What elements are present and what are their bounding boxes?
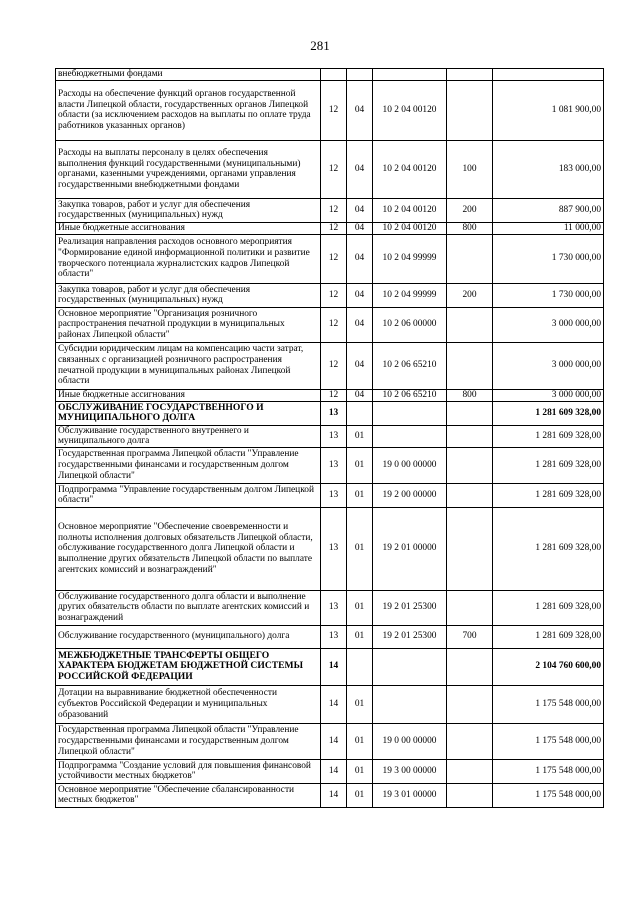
row-expense-type xyxy=(447,234,493,283)
row-subsection: 04 xyxy=(347,198,373,222)
row-expense-type xyxy=(447,401,493,425)
page-number: 281 xyxy=(310,38,330,53)
row-expense-type xyxy=(447,425,493,447)
row-name: Расходы на обеспечение функций органов государственной власти Липецкой области, государственных органов Липецкой области (за исключением расходов на выплаты по оплате труда работников указанных органов) xyxy=(56,80,321,140)
row-name: Закупка товаров, работ и услуг для обеспечения государственных (муниципальных) нужд xyxy=(56,198,321,222)
row-subsection: 01 xyxy=(347,483,373,507)
row-sum: 1 175 548 000,00 xyxy=(493,723,604,759)
row-article: 10 2 04 00120 xyxy=(373,222,447,234)
row-article xyxy=(373,401,447,425)
row-expense-type xyxy=(447,69,493,81)
row-subsection: 01 xyxy=(347,759,373,783)
row-name: Государственная программа Липецкой области "Управление государственными финансами и государственным долгом Липецкой области" xyxy=(56,723,321,759)
row-subsection xyxy=(347,401,373,425)
table-row xyxy=(56,625,604,648)
row-name: Государственная программа Липецкой области "Управление государственными финансами и государственным долгом Липецкой области" xyxy=(56,447,321,483)
row-expense-type xyxy=(447,723,493,759)
table-row xyxy=(56,198,604,222)
row-article xyxy=(373,69,447,81)
row-sum: 3 000 000,00 xyxy=(493,307,604,342)
row-name: Подпрограмма "Управление государственным долгом Липецкой области" xyxy=(56,483,321,507)
row-expense-type: 200 xyxy=(447,283,493,307)
row-section: 12 xyxy=(321,389,347,401)
row-expense-type: 800 xyxy=(447,222,493,234)
row-article: 10 2 04 00120 xyxy=(373,80,447,140)
row-sum: 1 281 609 328,00 xyxy=(493,590,604,625)
row-article: 10 2 04 00120 xyxy=(373,140,447,198)
table-row xyxy=(56,389,604,401)
row-subsection: 04 xyxy=(347,389,373,401)
table-row xyxy=(56,234,604,283)
row-name: Обслуживание государственного внутреннего и муниципального долга xyxy=(56,425,321,447)
row-sum: 1 175 548 000,00 xyxy=(493,759,604,783)
row-expense-type xyxy=(447,685,493,723)
row-name: Обслуживание государственного (муниципального) долга xyxy=(56,625,321,648)
row-section: 13 xyxy=(321,483,347,507)
row-subsection: 01 xyxy=(347,447,373,483)
row-article: 10 2 06 65210 xyxy=(373,342,447,389)
table-row xyxy=(56,723,604,759)
row-subsection: 01 xyxy=(347,507,373,590)
row-expense-type: 200 xyxy=(447,198,493,222)
row-article: 10 2 06 00000 xyxy=(373,307,447,342)
row-subsection: 01 xyxy=(347,685,373,723)
row-name: Иные бюджетные ассигнования xyxy=(56,389,321,401)
row-sum: 1 281 609 328,00 xyxy=(493,401,604,425)
row-sum: 1 730 000,00 xyxy=(493,234,604,283)
row-section: 12 xyxy=(321,222,347,234)
row-expense-type: 700 xyxy=(447,625,493,648)
row-subsection: 04 xyxy=(347,342,373,389)
row-name: Закупка товаров, работ и услуг для обеспечения государственных (муниципальных) нужд xyxy=(56,283,321,307)
row-subsection xyxy=(347,69,373,81)
table-row xyxy=(56,685,604,723)
row-name: Реализация направления расходов основного мероприятия "Формирование единой информационной политики и развитие творческого потенциала журналистских кадров Липецкой области" xyxy=(56,234,321,283)
row-sum: 1 081 900,00 xyxy=(493,80,604,140)
row-sum: 1 175 548 000,00 xyxy=(493,783,604,807)
row-expense-type xyxy=(447,307,493,342)
row-article: 19 2 01 00000 xyxy=(373,507,447,590)
row-subsection xyxy=(347,648,373,685)
row-section: 14 xyxy=(321,723,347,759)
table-row xyxy=(56,222,604,234)
row-section: 13 xyxy=(321,590,347,625)
table-row xyxy=(56,648,604,685)
row-sum: 183 000,00 xyxy=(493,140,604,198)
row-subsection: 04 xyxy=(347,222,373,234)
row-section: 12 xyxy=(321,198,347,222)
row-section: 13 xyxy=(321,425,347,447)
row-section: 14 xyxy=(321,783,347,807)
row-expense-type xyxy=(447,507,493,590)
table-row xyxy=(56,342,604,389)
table-row xyxy=(56,307,604,342)
row-sum: 1 281 609 328,00 xyxy=(493,507,604,590)
row-section: 13 xyxy=(321,625,347,648)
row-sum: 11 000,00 xyxy=(493,222,604,234)
row-sum xyxy=(493,69,604,81)
row-sum: 3 000 000,00 xyxy=(493,389,604,401)
row-article: 19 3 01 00000 xyxy=(373,783,447,807)
row-name: Дотации на выравнивание бюджетной обеспеченности субъектов Российской Федерации и муниципальных образований xyxy=(56,685,321,723)
row-expense-type xyxy=(447,342,493,389)
row-name: Обслуживание государственного долга области и выполнение других обязательств области по выплате агентских комиссий и вознаграждений xyxy=(56,590,321,625)
row-article: 10 2 04 99999 xyxy=(373,234,447,283)
table-row xyxy=(56,425,604,447)
row-name: Основное мероприятие "Обеспечение сбалансированности местных бюджетов" xyxy=(56,783,321,807)
row-article xyxy=(373,648,447,685)
row-sum: 1 281 609 328,00 xyxy=(493,447,604,483)
table-row xyxy=(56,283,604,307)
table-row xyxy=(56,783,604,807)
row-subsection: 01 xyxy=(347,590,373,625)
row-section: 12 xyxy=(321,342,347,389)
row-expense-type xyxy=(447,648,493,685)
row-article: 19 2 01 25300 xyxy=(373,625,447,648)
budget-table xyxy=(55,68,604,808)
row-name: Расходы на выплаты персоналу в целях обеспечения выполнения функций государственными (муниципальными) органами, казенными учреждениями, органами управления государственными внебюджетными фондами xyxy=(56,140,321,198)
table-row xyxy=(56,507,604,590)
row-section: 14 xyxy=(321,648,347,685)
row-section: 12 xyxy=(321,234,347,283)
row-article: 19 2 00 00000 xyxy=(373,483,447,507)
row-sum: 2 104 760 600,00 xyxy=(493,648,604,685)
row-section: 12 xyxy=(321,283,347,307)
row-expense-type: 800 xyxy=(447,389,493,401)
row-section: 12 xyxy=(321,307,347,342)
row-expense-type xyxy=(447,783,493,807)
row-sum: 1 281 609 328,00 xyxy=(493,425,604,447)
row-subsection: 04 xyxy=(347,140,373,198)
row-expense-type xyxy=(447,447,493,483)
row-section: 14 xyxy=(321,685,347,723)
row-subsection: 01 xyxy=(347,625,373,648)
row-name: Подпрограмма "Создание условий для повышения финансовой устойчивости местных бюджетов" xyxy=(56,759,321,783)
row-section: 12 xyxy=(321,140,347,198)
row-sum: 1 281 609 328,00 xyxy=(493,625,604,648)
row-article: 19 0 00 00000 xyxy=(373,723,447,759)
row-sum: 3 000 000,00 xyxy=(493,342,604,389)
row-expense-type: 100 xyxy=(447,140,493,198)
row-sum: 887 900,00 xyxy=(493,198,604,222)
row-section: 13 xyxy=(321,447,347,483)
row-article: 19 2 01 25300 xyxy=(373,590,447,625)
row-article: 10 2 06 65210 xyxy=(373,389,447,401)
table-row xyxy=(56,447,604,483)
row-section: 13 xyxy=(321,401,347,425)
row-name: Субсидии юридическим лицам на компенсацию части затрат, связанных с организацией розничного распространения печатной продукции в муниципальных районах Липецкой области xyxy=(56,342,321,389)
table-row xyxy=(56,80,604,140)
row-expense-type xyxy=(447,590,493,625)
row-name: МЕЖБЮДЖЕТНЫЕ ТРАНСФЕРТЫ ОБЩЕГО ХАРАКТЕРА БЮДЖЕТАМ БЮДЖЕТНОЙ СИСТЕМЫ РОССИЙСКОЙ ФЕДЕРАЦИИ xyxy=(56,648,321,685)
row-subsection: 04 xyxy=(347,80,373,140)
row-expense-type xyxy=(447,483,493,507)
row-name: внебюджетными фондами xyxy=(56,69,321,81)
table-row xyxy=(56,140,604,198)
row-subsection: 04 xyxy=(347,307,373,342)
budget-table-body xyxy=(56,69,604,808)
row-article xyxy=(373,425,447,447)
row-name: ОБСЛУЖИВАНИЕ ГОСУДАРСТВЕННОГО И МУНИЦИПАЛЬНОГО ДОЛГА xyxy=(56,401,321,425)
row-subsection: 01 xyxy=(347,783,373,807)
table-row xyxy=(56,69,604,81)
row-subsection: 01 xyxy=(347,425,373,447)
row-expense-type xyxy=(447,80,493,140)
row-section xyxy=(321,69,347,81)
row-section: 12 xyxy=(321,80,347,140)
row-subsection: 01 xyxy=(347,723,373,759)
row-subsection: 04 xyxy=(347,283,373,307)
row-article: 10 2 04 99999 xyxy=(373,283,447,307)
row-sum: 1 281 609 328,00 xyxy=(493,483,604,507)
row-article xyxy=(373,685,447,723)
table-row xyxy=(56,483,604,507)
row-section: 14 xyxy=(321,759,347,783)
row-expense-type xyxy=(447,759,493,783)
row-sum: 1 730 000,00 xyxy=(493,283,604,307)
row-subsection: 04 xyxy=(347,234,373,283)
row-name: Основное мероприятие "Организация розничного распространения печатной продукции в муниципальных районах Липецкой области" xyxy=(56,307,321,342)
table-row xyxy=(56,401,604,425)
row-name: Основное мероприятие "Обеспечение своевременности и полноты исполнения долговых обязательств Липецкой области, обслуживание государственного долга Липецкой области и выполнение других обязательств Липецкой области по выплате агентских комиссий и вознаграждений" xyxy=(56,507,321,590)
row-article: 10 2 04 00120 xyxy=(373,198,447,222)
row-article: 19 3 00 00000 xyxy=(373,759,447,783)
table-row xyxy=(56,759,604,783)
row-name: Иные бюджетные ассигнования xyxy=(56,222,321,234)
table-row xyxy=(56,590,604,625)
row-article: 19 0 00 00000 xyxy=(373,447,447,483)
row-section: 13 xyxy=(321,507,347,590)
row-sum: 1 175 548 000,00 xyxy=(493,685,604,723)
